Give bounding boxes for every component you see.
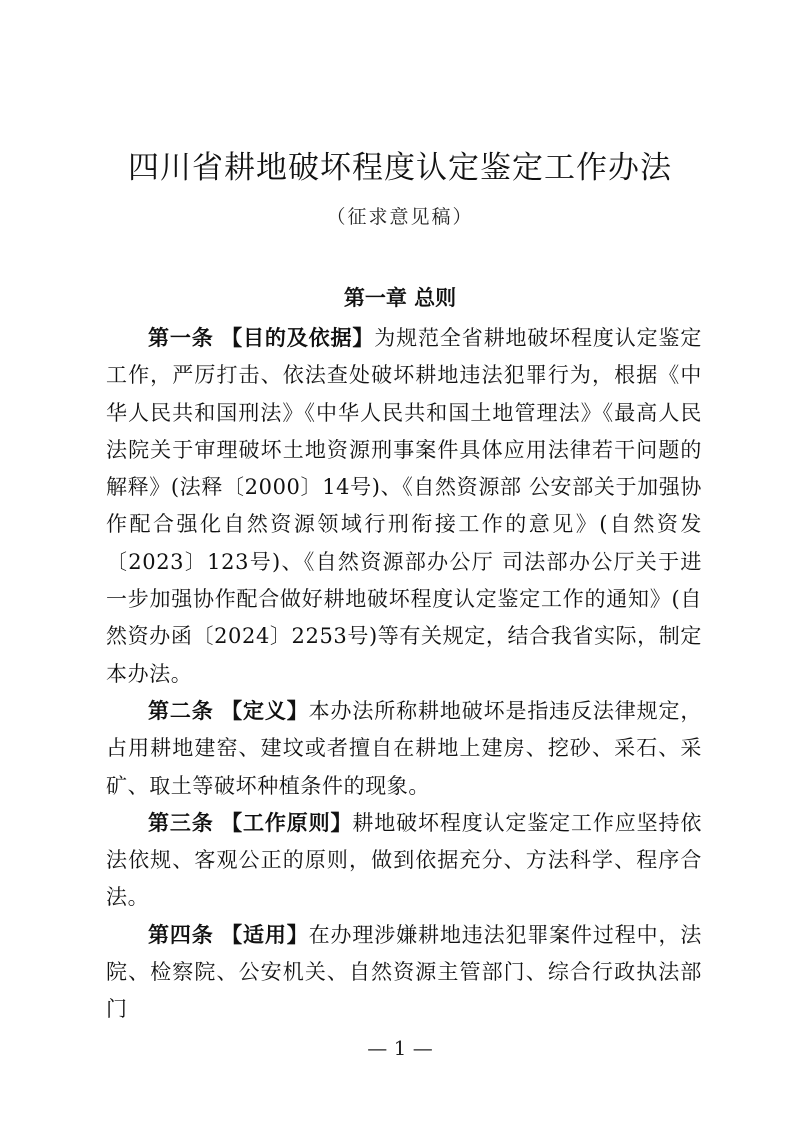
document-subtitle: （征求意见稿） (326, 206, 474, 228)
document-body (106, 320, 702, 1029)
article-text: 本办法所称耕地破坏是指违反法律规定，占用耕地建窑、建坟或者擅自在耕地上建房、挖砂、采石、采矿、取土等破坏种植条件的现象。 (106, 698, 702, 798)
article-number: 第四条 (148, 922, 214, 947)
article-2 (106, 693, 702, 805)
article-tag: 【定义】 (221, 698, 309, 723)
article-tag: 【工作原则】 (221, 810, 353, 835)
article-text: 为规范全省耕地破坏程度认定鉴定工作，严厉打击、依法查处破坏耕地违法犯罪行为，根据《中华人民共和国刑法》《中华人民共和国土地管理法》《最高人民法院关于审理破坏土地资源刑事案件具体应用法律若干问题的解释》(法释〔2000〕14号)、《自然资源部 公安部关于加强协作配合强化自然资源领域行刑衔接工作的意见》(自然资发〔2023〕123号)、《自然资源部办公厅 司法部办公厅关于进一步加强协作配合做好耕地破坏程度认定鉴定工作的通知》(自然资办函〔2024〕2253号)等有关规定，结合我省实际，制定本办法。 (106, 326, 702, 686)
article-text: 在办理涉嫌耕地违法犯罪案件过程中，法院、检察院、公安机关、自然资源主管部门、综合行政执法部门 (106, 922, 702, 1022)
article-4 (106, 917, 702, 1029)
document-title: 四川省耕地破坏程度认定鉴定工作办法 (128, 150, 672, 186)
article-3 (106, 805, 702, 917)
article-number: 第一条 (148, 326, 214, 350)
article-tag: 【适用】 (221, 922, 309, 947)
article-number: 第二条 (148, 698, 214, 723)
article-text: 耕地破坏程度认定鉴定工作应坚持依法依规、客观公正的原则，做到依据充分、方法科学、程序合法。 (106, 810, 702, 910)
article-tag: 【目的及依据】 (221, 326, 375, 350)
chapter-heading: 第一章 总则 (343, 286, 457, 310)
article-1 (106, 320, 702, 693)
page-number: — 1 — (367, 1036, 433, 1060)
article-number: 第三条 (148, 810, 214, 835)
